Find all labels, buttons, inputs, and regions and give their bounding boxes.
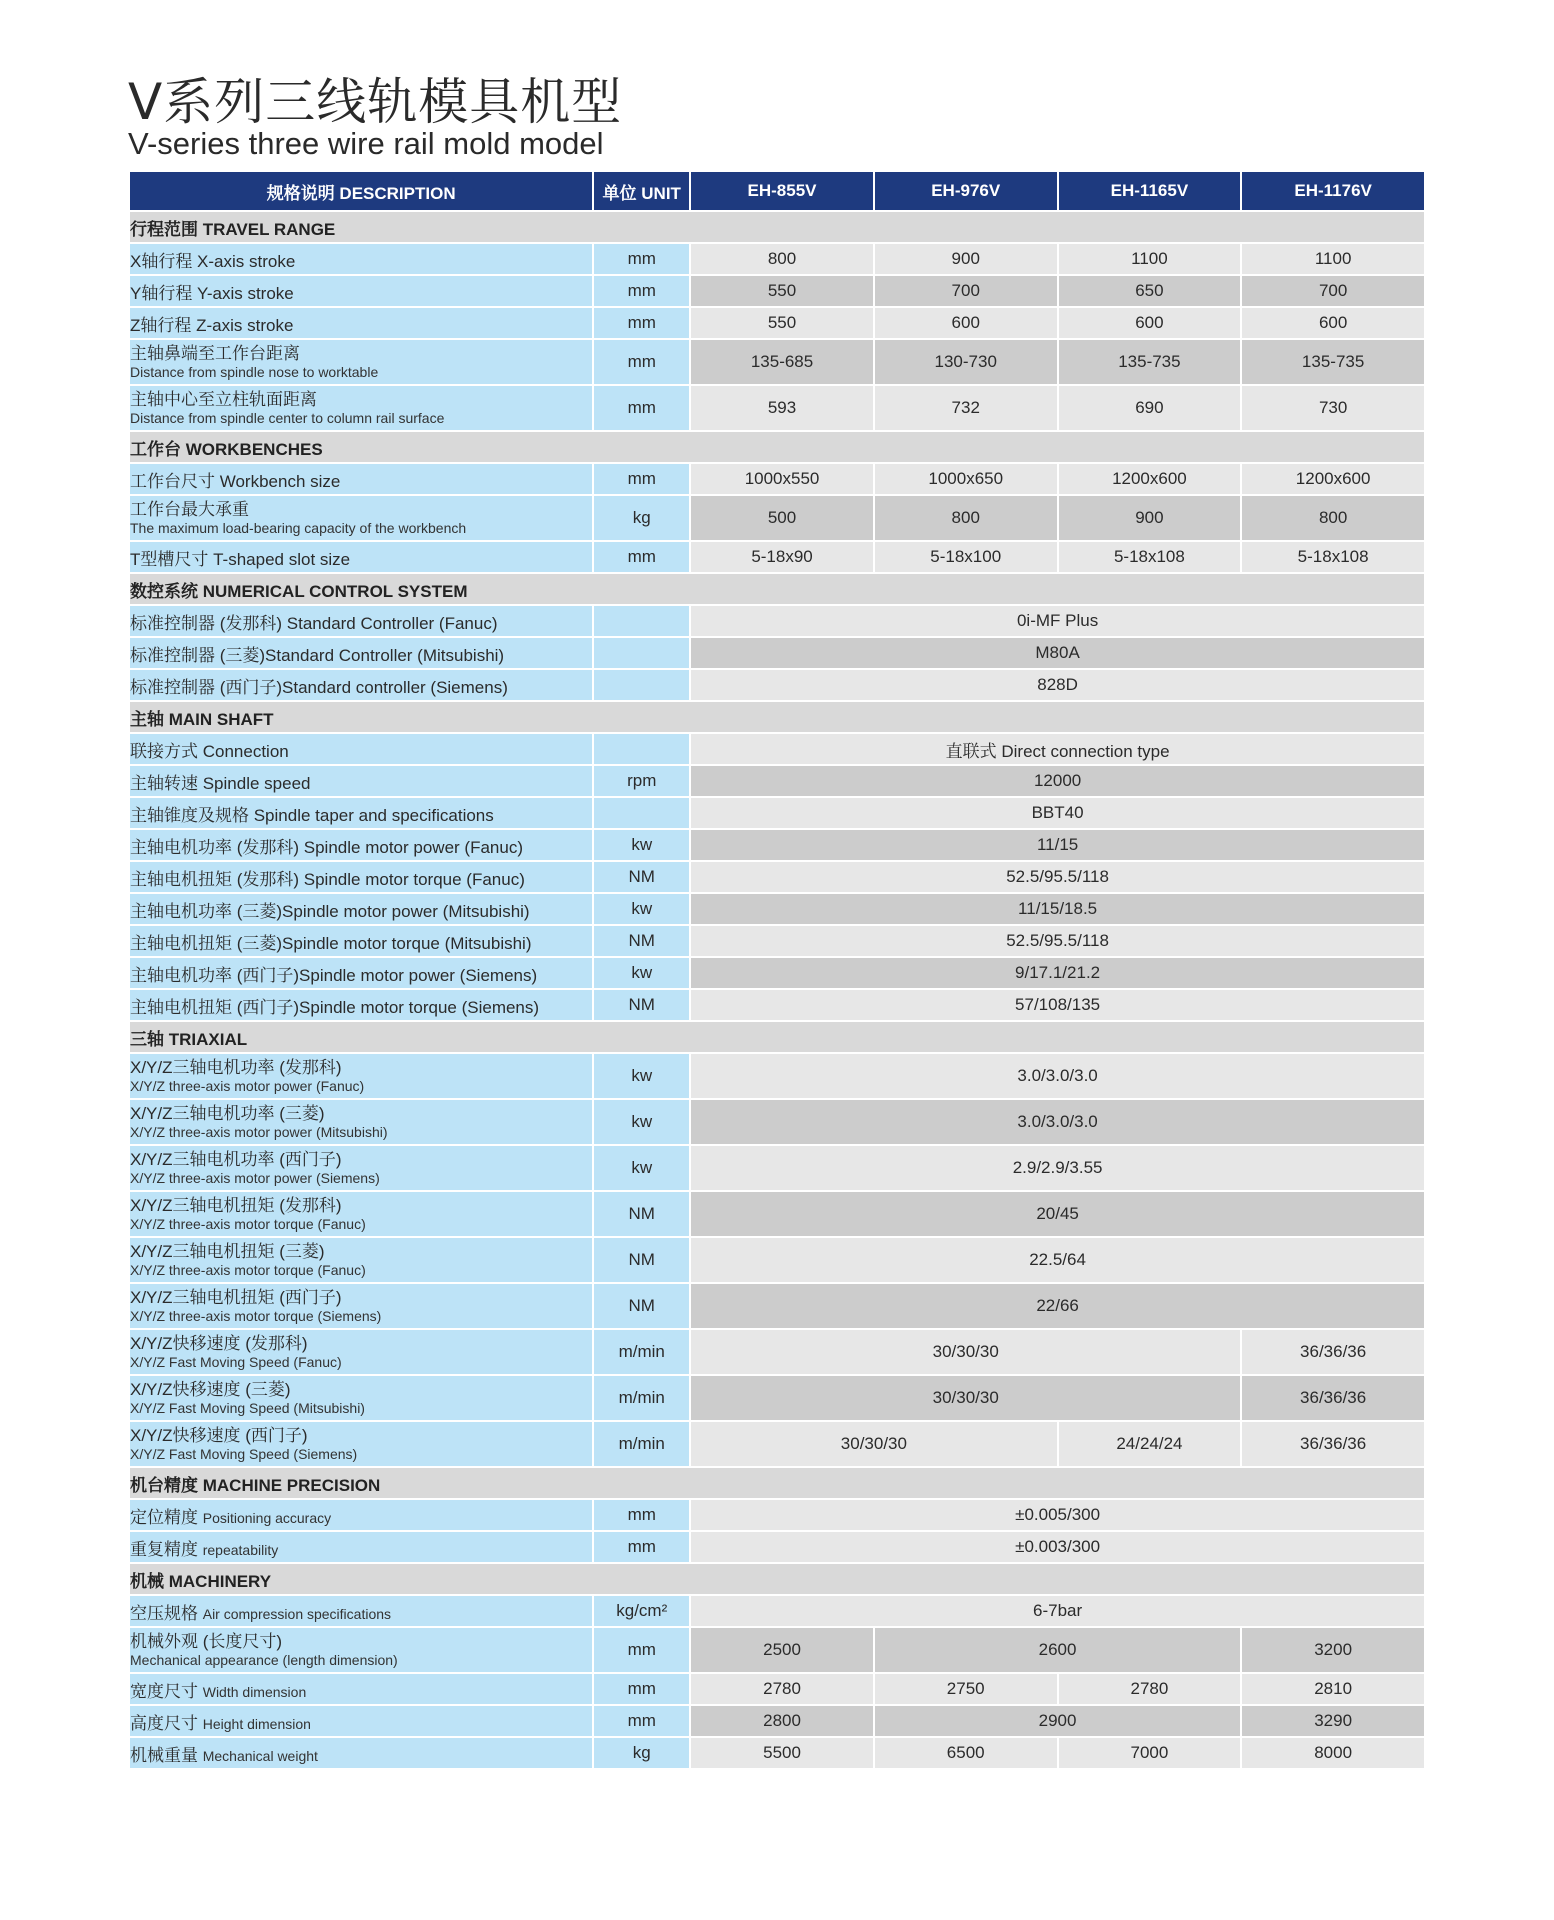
table-row (130, 894, 1424, 924)
cell-value: 732 (875, 386, 1057, 430)
row-unit: mm (594, 340, 689, 384)
cell-value: 5-18x100 (875, 542, 1057, 572)
cell-value: 22/66 (691, 1284, 1424, 1328)
row-unit (594, 734, 689, 764)
cell-value: 36/36/36 (1242, 1422, 1424, 1466)
row-unit: mm (594, 464, 689, 494)
cell-value: 730 (1242, 386, 1424, 430)
cell-value: 2800 (691, 1706, 873, 1736)
cell-value: 9/17.1/21.2 (691, 958, 1424, 988)
row-label: Z轴行程 Z-axis stroke (130, 308, 592, 338)
row-label-sub: X/Y/Z three-axis motor power (Fanuc) (130, 1078, 365, 1094)
row-label: 主轴电机功率 (西门子)Spindle motor power (Siemens) (130, 958, 592, 988)
cell-value: 828D (691, 670, 1424, 700)
cell-value: 2500 (691, 1628, 873, 1672)
section-row (130, 702, 1424, 732)
row-label (130, 1192, 592, 1236)
cell-value: 5500 (691, 1738, 873, 1768)
row-unit: NM (594, 1238, 689, 1282)
row-label-en: Width dimension (202, 1683, 307, 1700)
cell-value: 7000 (1059, 1738, 1241, 1768)
cell-value: M80A (691, 638, 1424, 668)
table-row (130, 1376, 1424, 1420)
row-label: 主轴电机扭矩 (西门子)Spindle motor torque (Siemens) (130, 990, 592, 1020)
row-label (130, 1628, 592, 1672)
table-header-row (130, 172, 1424, 210)
row-label-en: repeatability (202, 1541, 279, 1558)
row-unit: mm (594, 1628, 689, 1672)
cell-value: 900 (875, 244, 1057, 274)
row-label-main: X/Y/Z三轴电机功率 (发那科) (130, 1058, 342, 1077)
row-label: 标准控制器 (发那科) Standard Controller (Fanuc) (130, 606, 592, 636)
cell-value: 30/30/30 (691, 1330, 1240, 1374)
cell-value: 700 (1242, 276, 1424, 306)
section-row (130, 574, 1424, 604)
table-row (130, 308, 1424, 338)
cell-value: ±0.003/300 (691, 1532, 1424, 1562)
table-row (130, 1330, 1424, 1374)
cell-value: 1200x600 (1242, 464, 1424, 494)
row-label (130, 1238, 592, 1282)
row-unit: kw (594, 1054, 689, 1098)
row-unit (594, 798, 689, 828)
cell-value: BBT40 (691, 798, 1424, 828)
row-label-sub: Mechanical appearance (length dimension) (130, 1652, 398, 1668)
table-row (130, 386, 1424, 430)
table-row (130, 734, 1424, 764)
row-label-en: Mechanical weight (202, 1747, 318, 1764)
header-model-1: EH-855V (691, 172, 873, 210)
cell-value: 900 (1059, 496, 1241, 540)
cell-value: 52.5/95.5/118 (691, 862, 1424, 892)
cell-value: 30/30/30 (691, 1376, 1240, 1420)
section-row (130, 432, 1424, 462)
section-travel: 行程范围 TRAVEL RANGE (130, 212, 1424, 242)
row-label-main: X/Y/Z快移速度 (三菱) (130, 1380, 291, 1399)
table-row (130, 1532, 1424, 1562)
section-cnc: 数控系统 NUMERICAL CONTROL SYSTEM (130, 574, 1424, 604)
row-unit: mm (594, 386, 689, 430)
cell-value: 2810 (1242, 1674, 1424, 1704)
row-unit: mm (594, 542, 689, 572)
cell-value: 3.0/3.0/3.0 (691, 1100, 1424, 1144)
cell-value: 直联式 Direct connection type (691, 734, 1424, 764)
table-row (130, 1706, 1424, 1736)
row-label (130, 1284, 592, 1328)
row-label-sub: X/Y/Z three-axis motor torque (Siemens) (130, 1308, 382, 1324)
cell-value: 593 (691, 386, 873, 430)
row-label-main: 工作台最大承重 (130, 500, 249, 519)
cell-value: 700 (875, 276, 1057, 306)
row-label-main: X/Y/Z三轴电机扭矩 (发那科) (130, 1196, 342, 1215)
cell-value: 36/36/36 (1242, 1330, 1424, 1374)
row-unit: kw (594, 894, 689, 924)
table-row (130, 1100, 1424, 1144)
row-label-main: 机械外观 (长度尺寸) (130, 1632, 283, 1651)
row-label-en: Height dimension (202, 1715, 311, 1732)
cell-value: 5-18x108 (1059, 542, 1241, 572)
table-row (130, 1628, 1424, 1672)
section-shaft: 主轴 MAIN SHAFT (130, 702, 1424, 732)
row-unit (594, 638, 689, 668)
table-row (130, 958, 1424, 988)
row-unit: kw (594, 1100, 689, 1144)
cell-value: 5-18x90 (691, 542, 873, 572)
row-label: 标准控制器 (西门子)Standard controller (Siemens) (130, 670, 592, 700)
row-unit: mm (594, 1706, 689, 1736)
table-row (130, 340, 1424, 384)
section-row (130, 1022, 1424, 1052)
row-label: 联接方式 Connection (130, 734, 592, 764)
row-unit: kg (594, 1738, 689, 1768)
row-label-main: X/Y/Z三轴电机扭矩 (西门子) (130, 1288, 342, 1307)
cell-value: 57/108/135 (691, 990, 1424, 1020)
row-label-sub: X/Y/Z Fast Moving Speed (Fanuc) (130, 1354, 342, 1370)
cell-value: 5-18x108 (1242, 542, 1424, 572)
cell-value: 800 (875, 496, 1057, 540)
section-workbench: 工作台 WORKBENCHES (130, 432, 1424, 462)
cell-value: 3290 (1242, 1706, 1424, 1736)
cell-value: 600 (1242, 308, 1424, 338)
cell-value: 11/15/18.5 (691, 894, 1424, 924)
table-row (130, 638, 1424, 668)
section-row (130, 1564, 1424, 1594)
row-unit: mm (594, 1500, 689, 1530)
cell-value: 1000x650 (875, 464, 1057, 494)
cell-value: 2780 (691, 1674, 873, 1704)
row-label-sub: X/Y/Z three-axis motor power (Mitsubishi) (130, 1124, 388, 1140)
row-label-main: X/Y/Z三轴电机功率 (西门子) (130, 1150, 342, 1169)
cell-value: 1200x600 (1059, 464, 1241, 494)
row-label (130, 1596, 592, 1626)
cell-value: 130-730 (875, 340, 1057, 384)
page-title: V系列三线轨模具机型 (128, 73, 623, 131)
section-row (130, 212, 1424, 242)
table-row (130, 464, 1424, 494)
row-label-sub: X/Y/Z three-axis motor torque (Fanuc) (130, 1262, 366, 1278)
row-label-zh: 重复精度 (130, 1539, 198, 1559)
table-row (130, 1284, 1424, 1328)
cell-value: 12000 (691, 766, 1424, 796)
row-label: Y轴行程 Y-axis stroke (130, 276, 592, 306)
table-row (130, 926, 1424, 956)
cell-value: 1000x550 (691, 464, 873, 494)
row-label: 主轴转速 Spindle speed (130, 766, 592, 796)
header-model-2: EH-976V (875, 172, 1057, 210)
row-label: 主轴电机功率 (三菱)Spindle motor power (Mitsubishi) (130, 894, 592, 924)
table-row (130, 766, 1424, 796)
row-unit: NM (594, 990, 689, 1020)
row-label-zh: 机械重量 (130, 1745, 198, 1765)
table-row (130, 1192, 1424, 1236)
row-unit: mm (594, 1674, 689, 1704)
table-row (130, 276, 1424, 306)
row-unit: mm (594, 308, 689, 338)
row-label (130, 1146, 592, 1190)
row-label (130, 496, 592, 540)
cell-value: 1100 (1059, 244, 1241, 274)
row-label (130, 1330, 592, 1374)
spec-table (128, 170, 1426, 1770)
row-label: 工作台尺寸 Workbench size (130, 464, 592, 494)
cell-value: 690 (1059, 386, 1241, 430)
row-label (130, 1376, 592, 1420)
row-label-en: Positioning accuracy (202, 1509, 332, 1526)
row-label-sub: X/Y/Z three-axis motor power (Siemens) (130, 1170, 380, 1186)
table-row (130, 1422, 1424, 1466)
cell-value: 3.0/3.0/3.0 (691, 1054, 1424, 1098)
table-row (130, 1738, 1424, 1768)
row-unit: NM (594, 862, 689, 892)
row-label-zh: 空压规格 (130, 1603, 198, 1623)
row-label-sub: X/Y/Z Fast Moving Speed (Mitsubishi) (130, 1400, 365, 1416)
row-label-zh: 高度尺寸 (130, 1713, 198, 1733)
table-row (130, 606, 1424, 636)
cell-value: 6-7bar (691, 1596, 1424, 1626)
cell-value: 135-735 (1059, 340, 1241, 384)
table-row (130, 798, 1424, 828)
section-row (130, 1468, 1424, 1498)
table-row (130, 244, 1424, 274)
cell-value: 22.5/64 (691, 1238, 1424, 1282)
row-label (130, 1100, 592, 1144)
row-label: 主轴锥度及规格 Spindle taper and specifications (130, 798, 592, 828)
cell-value: 2.9/2.9/3.55 (691, 1146, 1424, 1190)
table-row (130, 670, 1424, 700)
cell-value: 20/45 (691, 1192, 1424, 1236)
row-unit: mm (594, 276, 689, 306)
row-label (130, 1532, 592, 1562)
cell-value: 600 (1059, 308, 1241, 338)
cell-value: 800 (1242, 496, 1424, 540)
row-label (130, 386, 592, 430)
row-label (130, 1706, 592, 1736)
cell-value: 1100 (1242, 244, 1424, 274)
row-label-sub: X/Y/Z three-axis motor torque (Fanuc) (130, 1216, 366, 1232)
table-row (130, 1674, 1424, 1704)
section-machinery: 机械 MACHINERY (130, 1564, 1424, 1594)
cell-value: 550 (691, 276, 873, 306)
cell-value: 500 (691, 496, 873, 540)
cell-value: 0i-MF Plus (691, 606, 1424, 636)
row-label-zh: 定位精度 (130, 1507, 198, 1527)
cell-value: 800 (691, 244, 873, 274)
row-unit: kw (594, 1146, 689, 1190)
row-unit: kg (594, 496, 689, 540)
row-label-main: 主轴鼻端至工作台距离 (130, 344, 300, 363)
table-row (130, 542, 1424, 572)
cell-value: 30/30/30 (691, 1422, 1056, 1466)
row-unit: kw (594, 830, 689, 860)
cell-value: 600 (875, 308, 1057, 338)
row-label: 主轴电机扭矩 (发那科) Spindle motor torque (Fanuc) (130, 862, 592, 892)
row-unit: mm (594, 244, 689, 274)
cell-value: 135-685 (691, 340, 873, 384)
table-row (130, 990, 1424, 1020)
header-description: 规格说明 DESCRIPTION (130, 172, 592, 210)
cell-value: 2900 (875, 1706, 1240, 1736)
header-model-3: EH-1165V (1059, 172, 1241, 210)
row-label (130, 1674, 592, 1704)
cell-value: 550 (691, 308, 873, 338)
table-row (130, 1596, 1424, 1626)
row-label-main: X/Y/Z三轴电机扭矩 (三菱) (130, 1242, 325, 1261)
row-label-sub: Distance from spindle center to column rail surface (130, 410, 445, 426)
row-label (130, 1500, 592, 1530)
row-unit: m/min (594, 1376, 689, 1420)
row-label-sub: X/Y/Z Fast Moving Speed (Siemens) (130, 1446, 358, 1462)
row-label: X轴行程 X-axis stroke (130, 244, 592, 274)
row-label-sub: The maximum load-bearing capacity of the workbench (130, 520, 467, 536)
row-unit: mm (594, 1532, 689, 1562)
cell-value: 135-735 (1242, 340, 1424, 384)
row-label: 主轴电机功率 (发那科) Spindle motor power (Fanuc) (130, 830, 592, 860)
section-triaxial: 三轴 TRIAXIAL (130, 1022, 1424, 1052)
section-precision: 机台精度 MACHINE PRECISION (130, 1468, 1424, 1498)
table-row (130, 1146, 1424, 1190)
row-label-zh: 宽度尺寸 (130, 1681, 198, 1701)
row-unit: NM (594, 1192, 689, 1236)
row-label-main: X/Y/Z三轴电机功率 (三菱) (130, 1104, 325, 1123)
row-label (130, 1422, 592, 1466)
row-label: T型槽尺寸 T-shaped slot size (130, 542, 592, 572)
table-row (130, 1500, 1424, 1530)
row-unit (594, 606, 689, 636)
table-row (130, 862, 1424, 892)
row-label: 标准控制器 (三菱)Standard Controller (Mitsubishi) (130, 638, 592, 668)
row-label-sub: Distance from spindle nose to worktable (130, 364, 379, 380)
cell-value: 8000 (1242, 1738, 1424, 1768)
cell-value: 2750 (875, 1674, 1057, 1704)
cell-value: 2600 (875, 1628, 1240, 1672)
row-unit: m/min (594, 1422, 689, 1466)
cell-value: 2780 (1059, 1674, 1241, 1704)
cell-value: 24/24/24 (1059, 1422, 1241, 1466)
row-unit: kg/cm² (594, 1596, 689, 1626)
header-model-4: EH-1176V (1242, 172, 1424, 210)
row-label-en: Air compression specifications (202, 1605, 392, 1622)
row-label: 主轴电机扭矩 (三菱)Spindle motor torque (Mitsubishi) (130, 926, 592, 956)
cell-value: 36/36/36 (1242, 1376, 1424, 1420)
row-unit: kw (594, 958, 689, 988)
cell-value: 52.5/95.5/118 (691, 926, 1424, 956)
cell-value: 3200 (1242, 1628, 1424, 1672)
page-subtitle: V-series three wire rail mold model (128, 126, 604, 161)
row-unit: NM (594, 926, 689, 956)
header-unit: 单位 UNIT (594, 172, 689, 210)
table-row (130, 496, 1424, 540)
row-label-main: X/Y/Z快移速度 (发那科) (130, 1334, 308, 1353)
row-unit (594, 670, 689, 700)
table-row (130, 1054, 1424, 1098)
row-label (130, 340, 592, 384)
row-unit: rpm (594, 766, 689, 796)
table-row (130, 1238, 1424, 1282)
cell-value: 650 (1059, 276, 1241, 306)
cell-value: ±0.005/300 (691, 1500, 1424, 1530)
row-label-main: 主轴中心至立柱轨面距离 (130, 390, 317, 409)
row-unit: m/min (594, 1330, 689, 1374)
cell-value: 6500 (875, 1738, 1057, 1768)
row-label (130, 1738, 592, 1768)
cell-value: 11/15 (691, 830, 1424, 860)
row-unit: NM (594, 1284, 689, 1328)
table-row (130, 830, 1424, 860)
row-label (130, 1054, 592, 1098)
row-label-main: X/Y/Z快移速度 (西门子) (130, 1426, 308, 1445)
